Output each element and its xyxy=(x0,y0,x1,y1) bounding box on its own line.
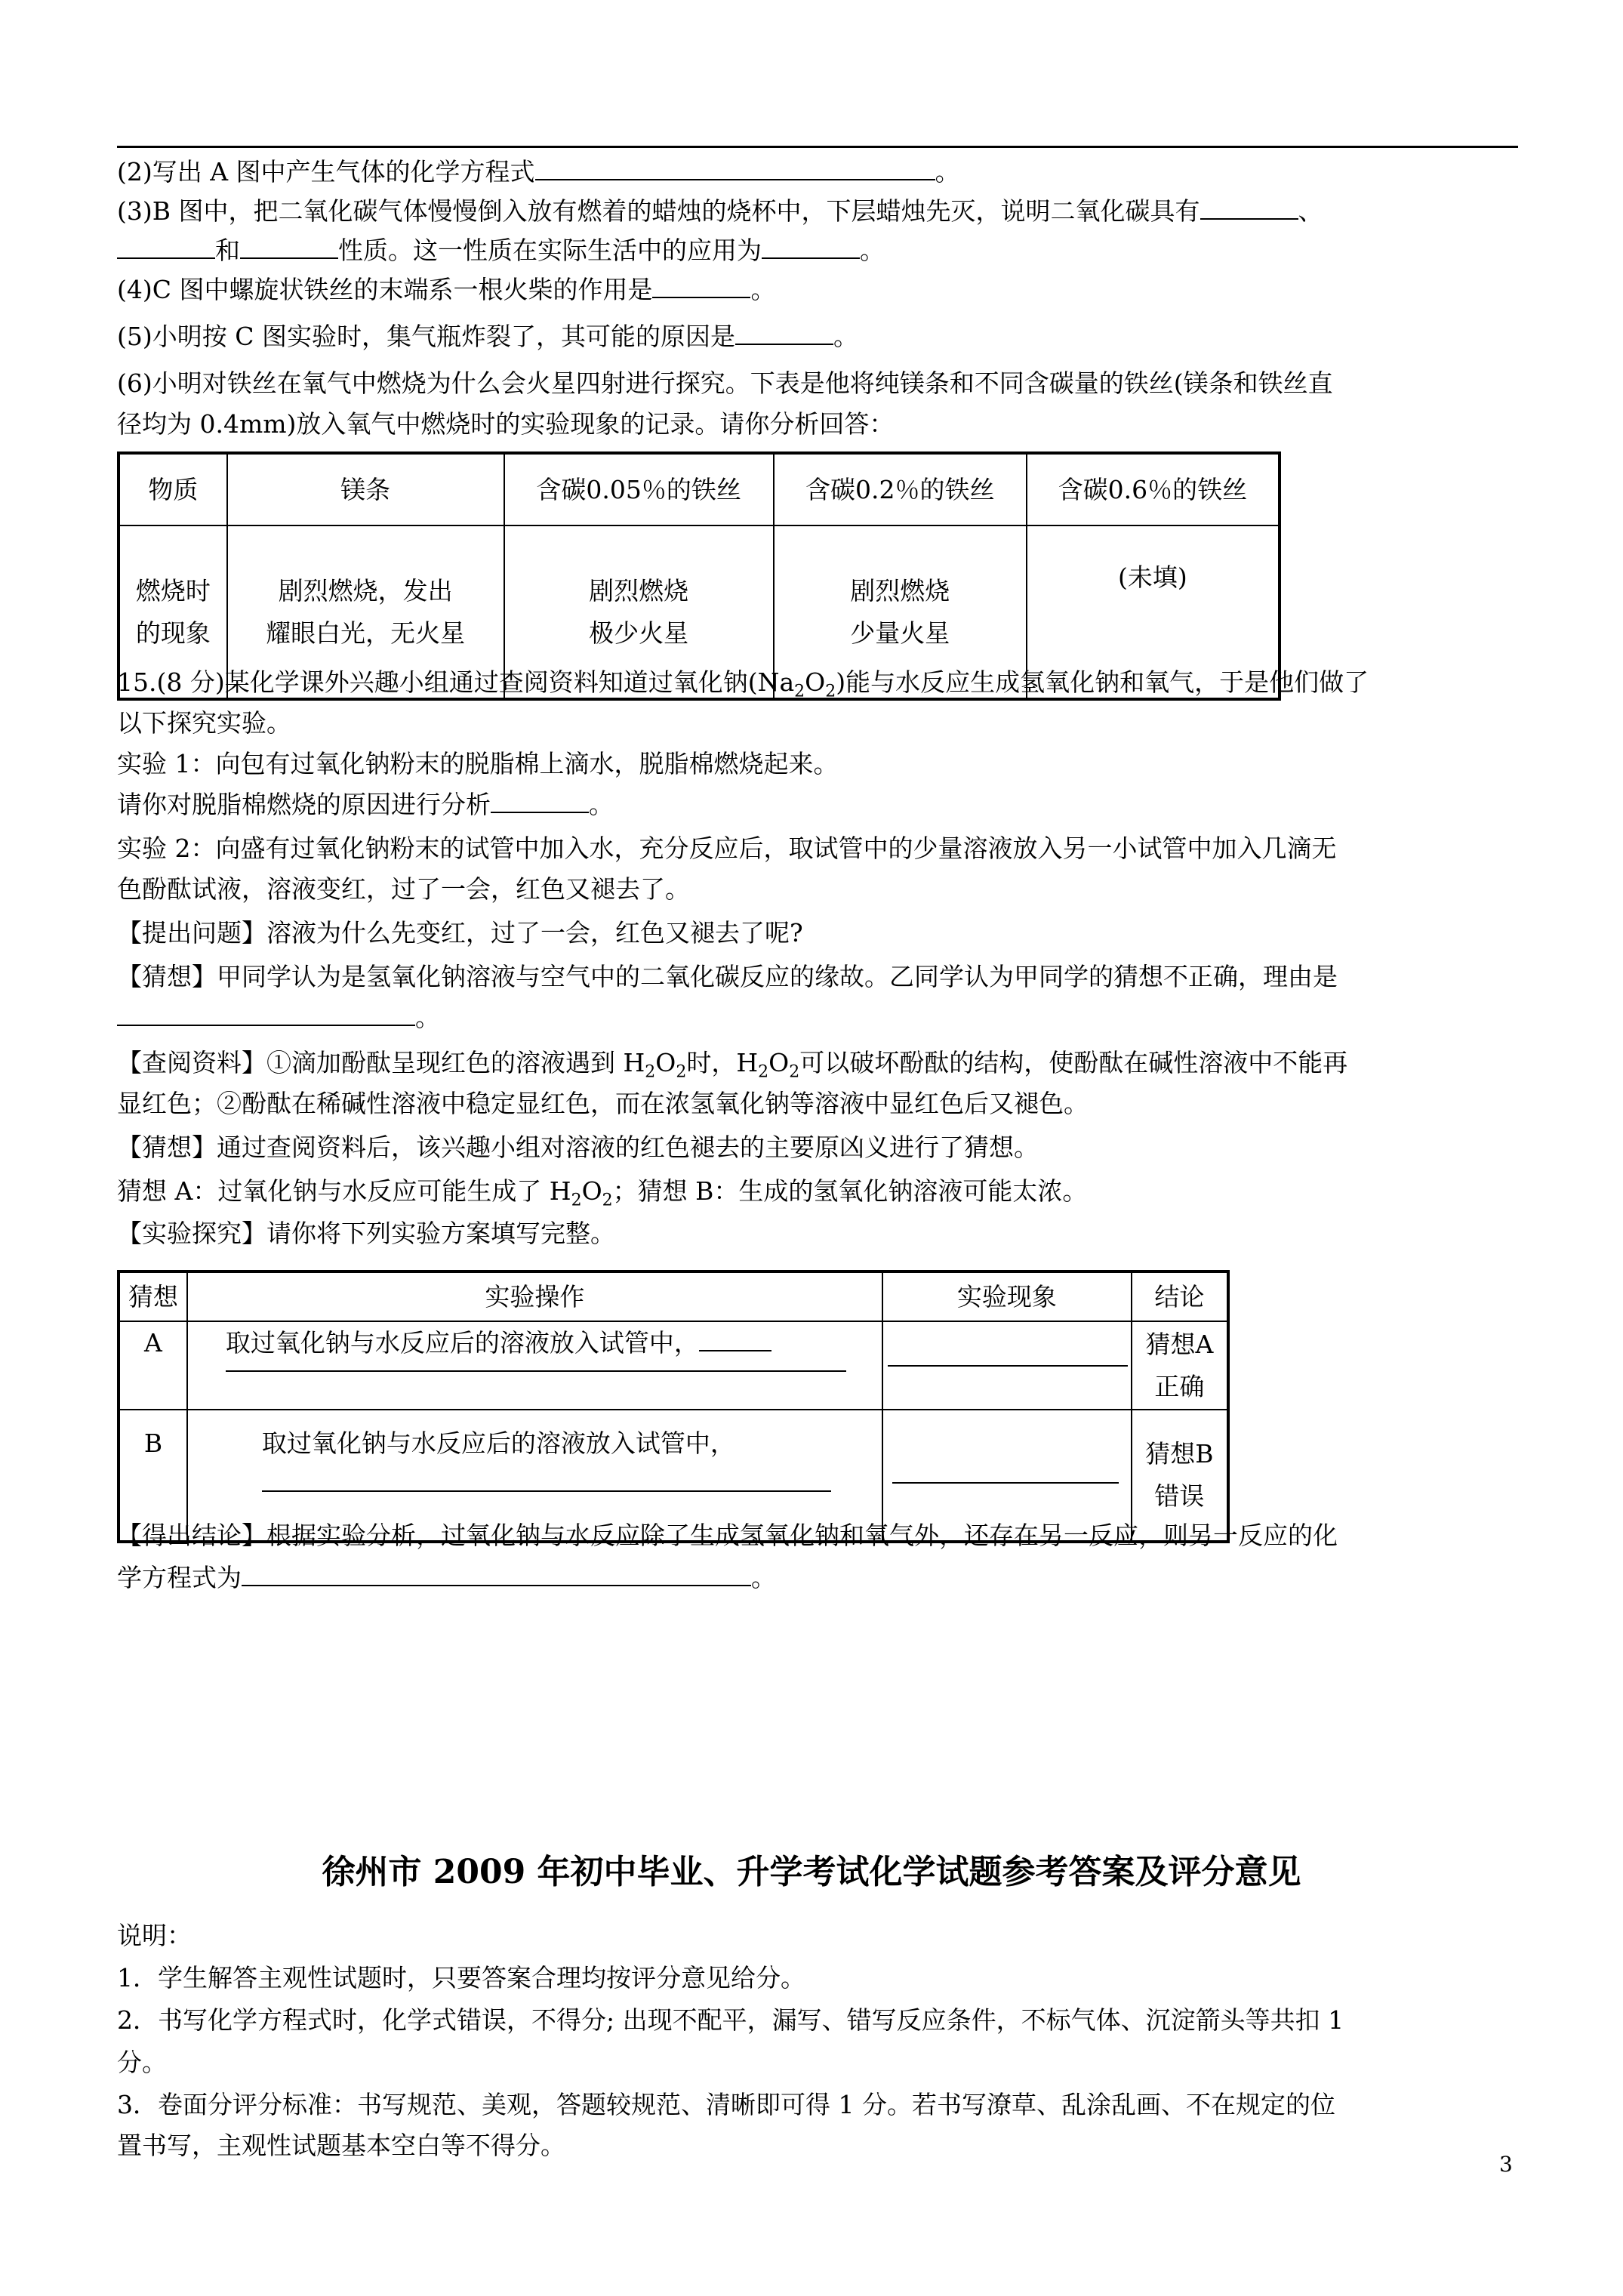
q14-part6-line2: 径均为 0.4mm)放入氧气中燃烧时的实验现象的记录。请你分析回答： xyxy=(117,409,895,439)
answer-blank[interactable] xyxy=(240,235,338,259)
note-2-line2: 分。 xyxy=(117,2048,167,2077)
combustion-table xyxy=(117,451,1281,701)
note-1: 1．学生解答主观性试题时，只要答案合理均按评分意见给分。 xyxy=(117,1963,805,1992)
table-cell: B xyxy=(119,1410,187,1542)
experiment-table xyxy=(117,1270,1230,1543)
answer-key-title: 徐州市 2009 年初中毕业、升学考试化学试题参考答案及评分意见 xyxy=(322,1853,1301,1891)
q15-exp2-line2: 色酚酞试液，溶液变红，过了一会，红色又褪去了。 xyxy=(117,874,690,904)
table-header: 含碳0.05％的铁丝 xyxy=(504,453,774,525)
table-row xyxy=(119,1321,1228,1410)
q15-exp1: 实验 1：向包有过氧化钠粉末的脱脂棉上滴水，脱脂棉燃烧起来。 xyxy=(117,749,839,778)
table-cell: 燃烧时 的现象 xyxy=(119,525,227,699)
q14-part2: (2)写出 A 图中产生气体的化学方程式 。 xyxy=(117,157,960,186)
q15-ref-line2: 显红色；②酚酞在稀碱性溶液中稳定显红色，而在浓氢氧化钠等溶液中显红色后又褪色。 xyxy=(117,1089,1089,1118)
q15-conclusion-line2: 学方程式为 。 xyxy=(117,1563,776,1592)
table-cell: 剧烈燃烧 极少火星 xyxy=(504,525,774,699)
answer-blank[interactable] xyxy=(735,321,833,345)
q15-guess1: 【猜想】甲同学认为是氢氧化钠溶液与空气中的二氧化碳反应的缘故。乙同学认为甲同学的猜想不正确，理由是 xyxy=(117,962,1338,991)
answer-blank[interactable] xyxy=(652,274,750,298)
q15-guess3: 猜想 A：过氧化钠与水反应可能生成了 $H_2O_2$；猜想 B：生成的氢氧化钠溶液可能太浓。 xyxy=(117,1176,1088,1210)
answer-blank[interactable] xyxy=(892,1482,1119,1484)
table-header: 含碳0.2％的铁丝 xyxy=(774,453,1027,525)
q15-ref-line1: 【查阅资料】①滴加酚酞呈现红色的溶液遇到 $H_2O_2$时，$H_2O_2$可以破坏酚酞的结构，使酚酞在碱性溶液中不能再 xyxy=(117,1048,1348,1082)
q15-intro-line2: 以下探究实验。 xyxy=(117,708,291,738)
table-cell: A xyxy=(119,1321,187,1410)
table-header: 实验操作 xyxy=(187,1271,882,1321)
table-header-row xyxy=(119,1271,1228,1321)
answer-blank[interactable] xyxy=(117,1002,415,1026)
table-cell: 取过氧化钠与水反应后的溶液放入试管中， xyxy=(187,1410,882,1542)
q15-question: 【提出问题】溶液为什么先变红，过了一会，红色又褪去了呢? xyxy=(117,918,803,948)
answer-blank[interactable] xyxy=(762,235,860,259)
table-header: 镁条 xyxy=(227,453,504,525)
table-cell xyxy=(882,1321,1132,1410)
table-header: 物质 xyxy=(119,453,227,525)
q15-conclusion-line1: 【得出结论】根据实验分析，过氧化钠与水反应除了生成氢氧化钠和氧气外，还存在另一反应，则另一反应的化 xyxy=(117,1521,1338,1550)
answer-blank[interactable] xyxy=(491,789,589,813)
table-header: 猜想 xyxy=(119,1271,187,1321)
q15-guess1-answer: 。 xyxy=(117,1001,1518,1034)
table-header-row xyxy=(119,453,1280,525)
q15-exp1-question: 请你对脱脂棉燃烧的原因进行分析 。 xyxy=(117,790,614,819)
note-2-line1: 2．书写化学方程式时，化学式错误，不得分; 出现不配平，漏写、错写反应条件，不标气体、沉淀箭头等共扣 1 xyxy=(117,2005,1344,2035)
answer-blank[interactable] xyxy=(888,1365,1128,1367)
answer-blank[interactable] xyxy=(1200,196,1298,220)
q15-guess2: 【猜想】通过查阅资料后，该兴趣小组对溶液的红色褪去的主要原凶义进行了猜想。 xyxy=(117,1133,1039,1162)
q14-part6-line1: (6)小明对铁丝在氧气中燃烧为什么会火星四射进行探究。下表是他将纯镁条和不同含碳量的铁丝(镁条和铁丝直 xyxy=(117,368,1333,398)
q15-intro-line1: 15.(8 分)某化学课外兴趣小组通过查阅资料知道过氧化钠$(Na_2O_2)$能与水反应生成氢氧化钠和氧气，于是他们做了 xyxy=(117,667,1369,701)
page-number: 3 xyxy=(1499,2152,1513,2177)
table-header: 结论 xyxy=(1132,1271,1228,1321)
note-3-line2: 置书写，主观性试题基本空白等不得分。 xyxy=(117,2131,565,2160)
answer-blank[interactable] xyxy=(242,1562,751,1586)
q15-exp2-line1: 实验 2：向盛有过氧化钠粉末的试管中加入水，充分反应后，取试管中的少量溶液放入另一小试管中加入几滴无 xyxy=(117,834,1337,863)
table-cell: 取过氧化钠与水反应后的溶液放入试管中， xyxy=(187,1321,882,1410)
table-cell: (未填) xyxy=(1027,525,1280,699)
q15-explore: 【实验探究】请你将下列实验方案填写完整。 xyxy=(117,1219,615,1248)
q14-part5: (5)小明按 C 图实验时，集气瓶炸裂了，其可能的原因是 。 xyxy=(117,322,858,351)
answer-blank[interactable] xyxy=(117,235,215,259)
table-cell: 猜想B 错误 xyxy=(1132,1410,1228,1542)
answer-blank[interactable] xyxy=(699,1327,771,1351)
table-cell: 剧烈燃烧，发出 耀眼白光，无火星 xyxy=(227,525,504,699)
header-rule xyxy=(117,146,1518,148)
table-header: 实验现象 xyxy=(882,1271,1132,1321)
note-3-line1: 3．卷面分评分标准：书写规范、美观，答题较规范、清晰即可得 1 分。若书写潦草、乱涂乱画、不在规定的位 xyxy=(117,2090,1335,2119)
table-cell: 猜想A 正确 xyxy=(1132,1321,1228,1410)
answer-blank[interactable] xyxy=(262,1490,831,1492)
table-header: 含碳0.6％的铁丝 xyxy=(1027,453,1280,525)
answer-blank[interactable] xyxy=(226,1370,846,1372)
answer-blank[interactable] xyxy=(535,156,935,180)
q14-part4: (4)C 图中螺旋状铁丝的末端系一根火柴的作用是 。 xyxy=(117,275,776,304)
q14-part3-line1: (3)B 图中，把二氧化碳气体慢慢倒入放有燃着的蜡烛的烧杯中，下层蜡烛先灭，说明二氧化碳具有 、 xyxy=(117,196,1323,226)
note-label: 说明： xyxy=(117,1921,192,1950)
q14-part3-line2: 和 性质。这一性质在实际生活中的应用为 。 xyxy=(117,234,1518,267)
table-cell: 剧烈燃烧 少量火星 xyxy=(774,525,1027,699)
